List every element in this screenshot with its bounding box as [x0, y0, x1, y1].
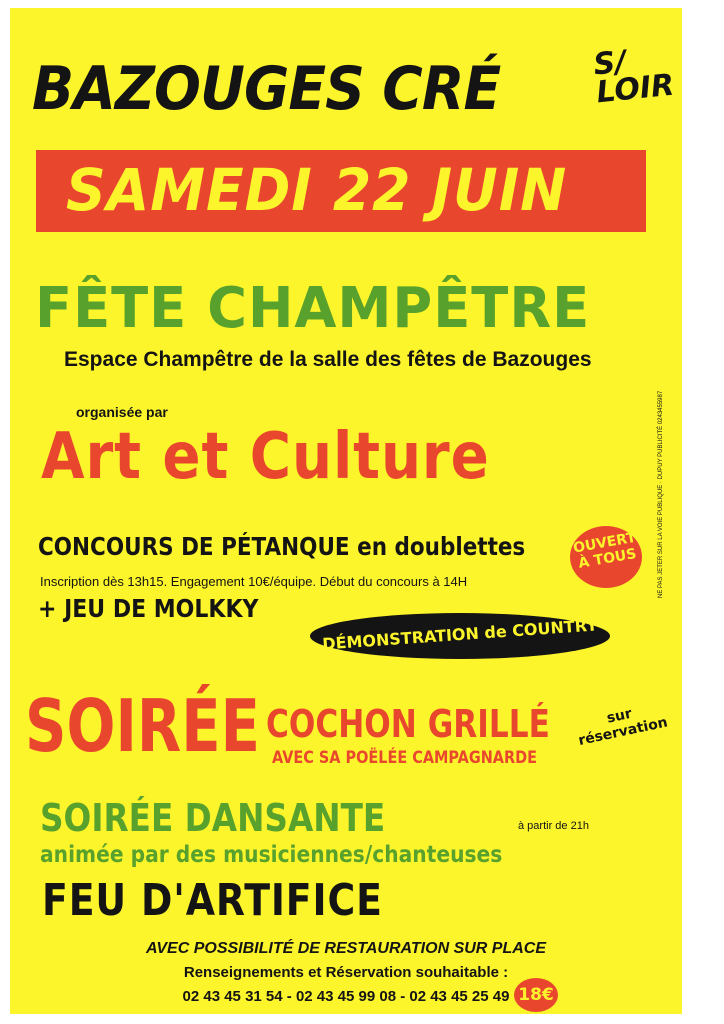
country-demo-pill: [310, 613, 610, 659]
dance-title: SOIRÉE DANSANTE: [40, 796, 386, 840]
dish-title: COCHON GRILLÉ: [266, 702, 550, 746]
info-label: Renseignements et Réservation souhaitable :: [183, 964, 509, 981]
event-poster: [10, 8, 682, 1014]
petanque-title-main: CONCOURS DE PÉTANQUE: [38, 532, 350, 561]
price-text: 18€: [518, 985, 554, 1005]
molkky-title: + JEU DE MOLKKY: [38, 594, 259, 623]
dance-time: à partir de 21h: [518, 820, 589, 832]
event-year: 2024: [628, 158, 644, 190]
dish-side: AVEC SA POËLÉE CAMPAGNARDE: [272, 748, 537, 768]
organizer-name: Art et Culture: [41, 420, 490, 494]
town-suffix: S/ LOIR: [591, 44, 676, 111]
open-to-all-text: OUVERT À TOUS: [572, 529, 638, 572]
event-date: SAMEDI 22 JUIN: [66, 156, 568, 224]
phone-numbers: 02 43 45 31 54 - 02 43 45 99 08 - 02 43 45 25 49: [182, 988, 510, 1005]
dance-subtitle: animée par des musiciennes/chanteuses: [40, 842, 503, 868]
town-title: BAZOUGES CRÉ: [32, 54, 501, 124]
open-to-all-badge: [570, 526, 642, 588]
fete-title: FÊTE CHAMPÊTRE: [35, 276, 591, 341]
reservation-note: sur réservation: [576, 705, 670, 750]
fireworks-title: FEU D'ARTIFICE: [42, 875, 383, 926]
legal-notice: NE PAS JETER SUR LA VOIE PUBLIQUE · DUPUY PUBLICITÉ 0243455987: [658, 390, 664, 598]
country-demo-text: DÉMONSTRATION de COUNTRY: [321, 615, 599, 654]
petanque-title: [38, 532, 525, 561]
price-badge: [514, 978, 558, 1012]
petanque-title-suffix: en doublettes: [357, 532, 526, 561]
soiree-title: SOIRÉE: [25, 684, 260, 768]
organizer-label: organisée par: [76, 404, 168, 420]
fete-location: Espace Champêtre de la salle des fêtes de Bazouges: [64, 348, 592, 371]
restaurant-note: AVEC POSSIBILITÉ DE RESTAURATION SUR PLACE: [145, 940, 547, 957]
date-banner: [36, 150, 646, 232]
petanque-info: Inscription dès 13h15. Engagement 10€/équipe. Début du concours à 14H: [40, 574, 468, 589]
